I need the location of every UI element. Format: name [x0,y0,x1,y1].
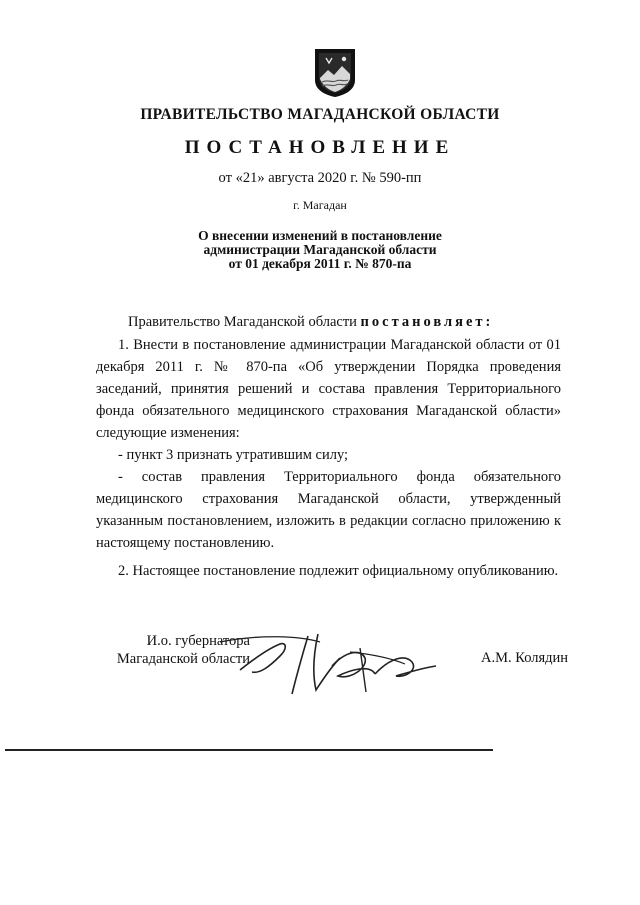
subject-line-1: О внесении изменений в постановление [198,228,442,243]
coat-of-arms-icon [314,48,356,98]
coat-of-arms-emblem [314,48,356,98]
footer-divider [5,749,493,751]
subject-line-2: администрации Магаданской области [203,242,437,257]
list-item-1: - пункт 3 признать утратившим силу; [118,447,349,463]
document-type: ПОСТАНОВЛЕНИЕ [184,137,456,158]
signatory-title-line-1: И.о. губернатора [146,633,250,649]
intro-resolves: постановляет: [360,314,494,330]
city: г. Магадан [293,198,347,212]
subject-line-3: от 01 декабря 2011 г. № 870-па [228,256,412,271]
subject-heading [0,229,640,271]
intro-prefix: Правительство Магаданской области [128,314,357,330]
signatory-name: А.М. Колядин [481,650,569,666]
handwritten-signature [200,628,460,698]
paragraph-1: 1. Внести в постановление администрации Магаданской области от 01 декабря 2011 г. № 870-па «Об утверждении Порядка проведения заседаний, принятия решений и состава правления Территориального фонда обязательного медицинского страхования Магаданской области» следующие изменения: [96,337,561,441]
paragraph-2: 2. Настоящее постановление подлежит официальному опубликованию. [118,563,559,579]
government-title: ПРАВИТЕЛЬСТВО МАГАДАНСКОЙ ОБЛАСТИ [140,106,500,123]
list-item-2: - состав правления Территориального фонда обязательного медицинского страхования Магаданской области, утвержденный указанным постановлением, изложить в редакции согласно приложению к настоящему постановлению. [96,469,561,551]
date-and-number: от «21» августа 2020 г. № 590-пп [218,170,422,186]
body-paragraphs [96,334,561,582]
signatory-title-line-2: Магаданской области [116,651,250,667]
intro-line [128,311,528,333]
